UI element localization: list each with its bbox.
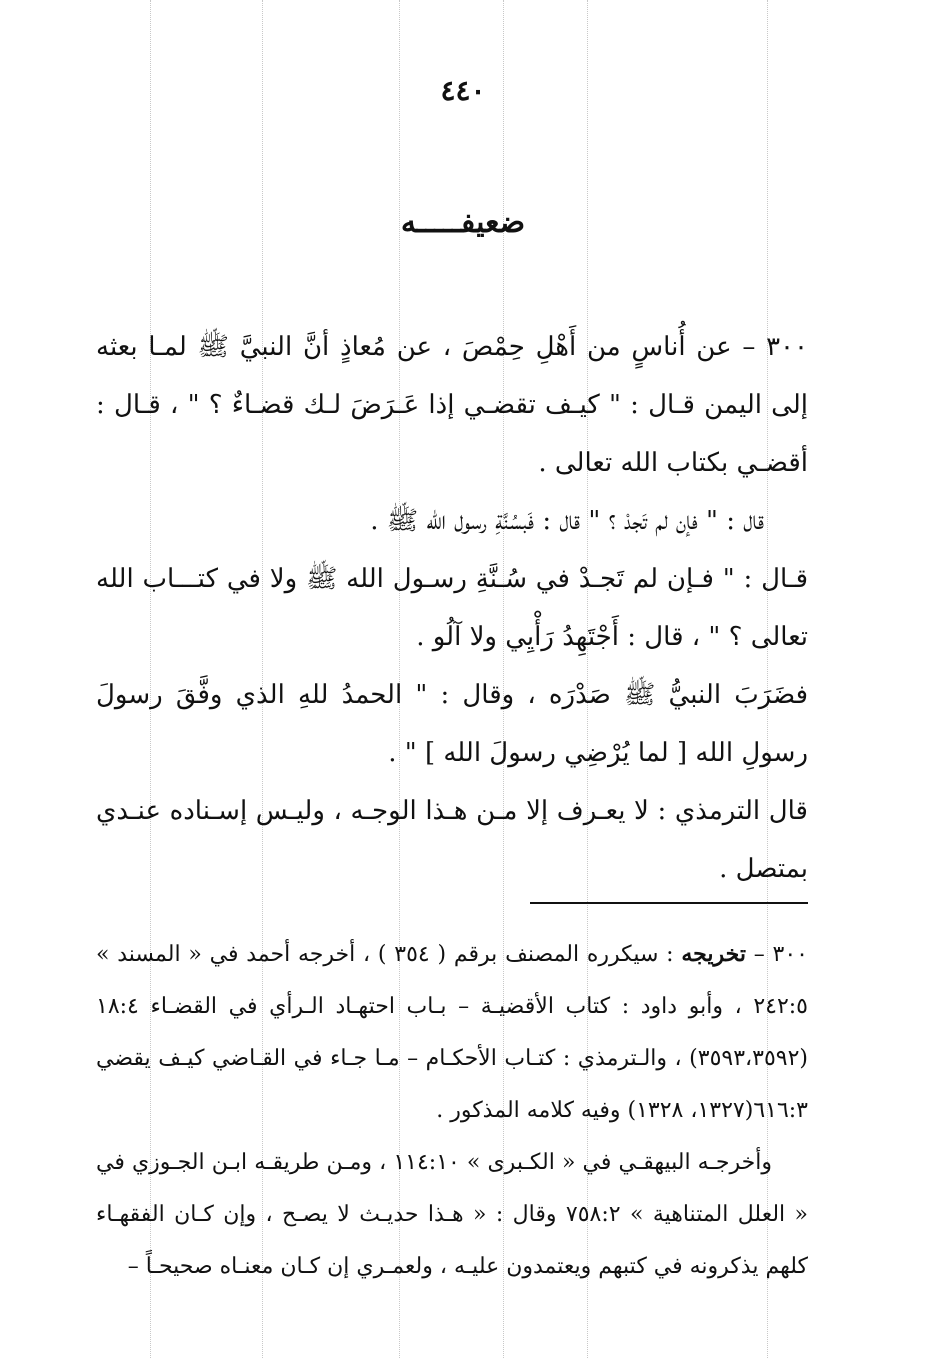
page-number: ٤٤٠ [440,74,486,107]
footnote-number: ٣٠٠ – [745,942,808,967]
footnote-text: : سيكرره المصنف برقم ( ٣٥٤ ) ، أخرجه أحمد في « المسند » ٢٤٢:٥ ، وأبو داود : كتاب الأقضيـة – بـاب احتهـاد الـرأي في القضـاء ١٨:٤ (٣٥٩٣،٣٥٩٢) ، والـترمذي : كتـاب الأحكـام – مـا جـاء في القـاضي كيـف يقضي ٦١٦:٣(١٣٢٧، ١٣٢٨) وفيه كلامه المذكور . [96,942,808,1123]
hadith-paragraph: ٣٠٠ – عن أُناسٍ من أَهْلِ حِمْصَ ، عن مُعاذٍ أنَّ النبيَّ ﷺ لمـا بعثه إلى اليمن قـال : " كيـف تقضـي إذا عَـرَضَ لـك قضـاءٌ ؟ " ، قـال : أقضـي بكتاب الله تعالى . [96,332,808,478]
hadith-paragraph: قـال : " فـإن لم تَجـدْ في سُـنَّةِ رسـول الله ﷺ ولا في كتـــاب الله تعالى ؟ " ، قال : أَجْتَهِدُ رَأْيِي ولا آلُو . [96,564,808,652]
footnote-paragraph: وأخرجـه البيهقـي في « الكـبرى » ١١٤:١٠ ، ومـن طريقـه ابـن الجـوزي في « العلل المتناهية » ٧٥٨:٢ وقال : « هـذا حديـث لا يصـح ، وإن كـان الفقهـاء كلهم يذكرونه في كتبهم ويعتمدون عليـه ، ولعمـري إن كـان معنـاه صحيحـاً – [96,1150,808,1279]
footnote-term: تخريجه [681,941,746,967]
hadith-paragraph: قال : " فإن لم تَجدْ ؟ " قال : فَبسُنَّةِ رسول الله ﷺ . [370,506,764,536]
footnote-takhrij [96,928,808,1137]
hadith-paragraph: قال الترمذي : لا يعـرف إلا مـن هـذا الوجـه ، وليـس إسـناده عنـدي بمتصل . [96,796,808,884]
footnote-separator [530,902,808,904]
hadith-paragraph: فضَرَبَ النبيُّ ﷺ صَدْرَه ، وقال : " الحمدُ للهِ الذي وفَّقَ رسولَ رسولِ الله [ لما يُرْضِي رسولَ الله ] " . [96,680,808,768]
grade-heading: ضعيفـــــه [400,205,526,240]
hadith-text [96,318,808,898]
footnotes [96,928,808,1293]
